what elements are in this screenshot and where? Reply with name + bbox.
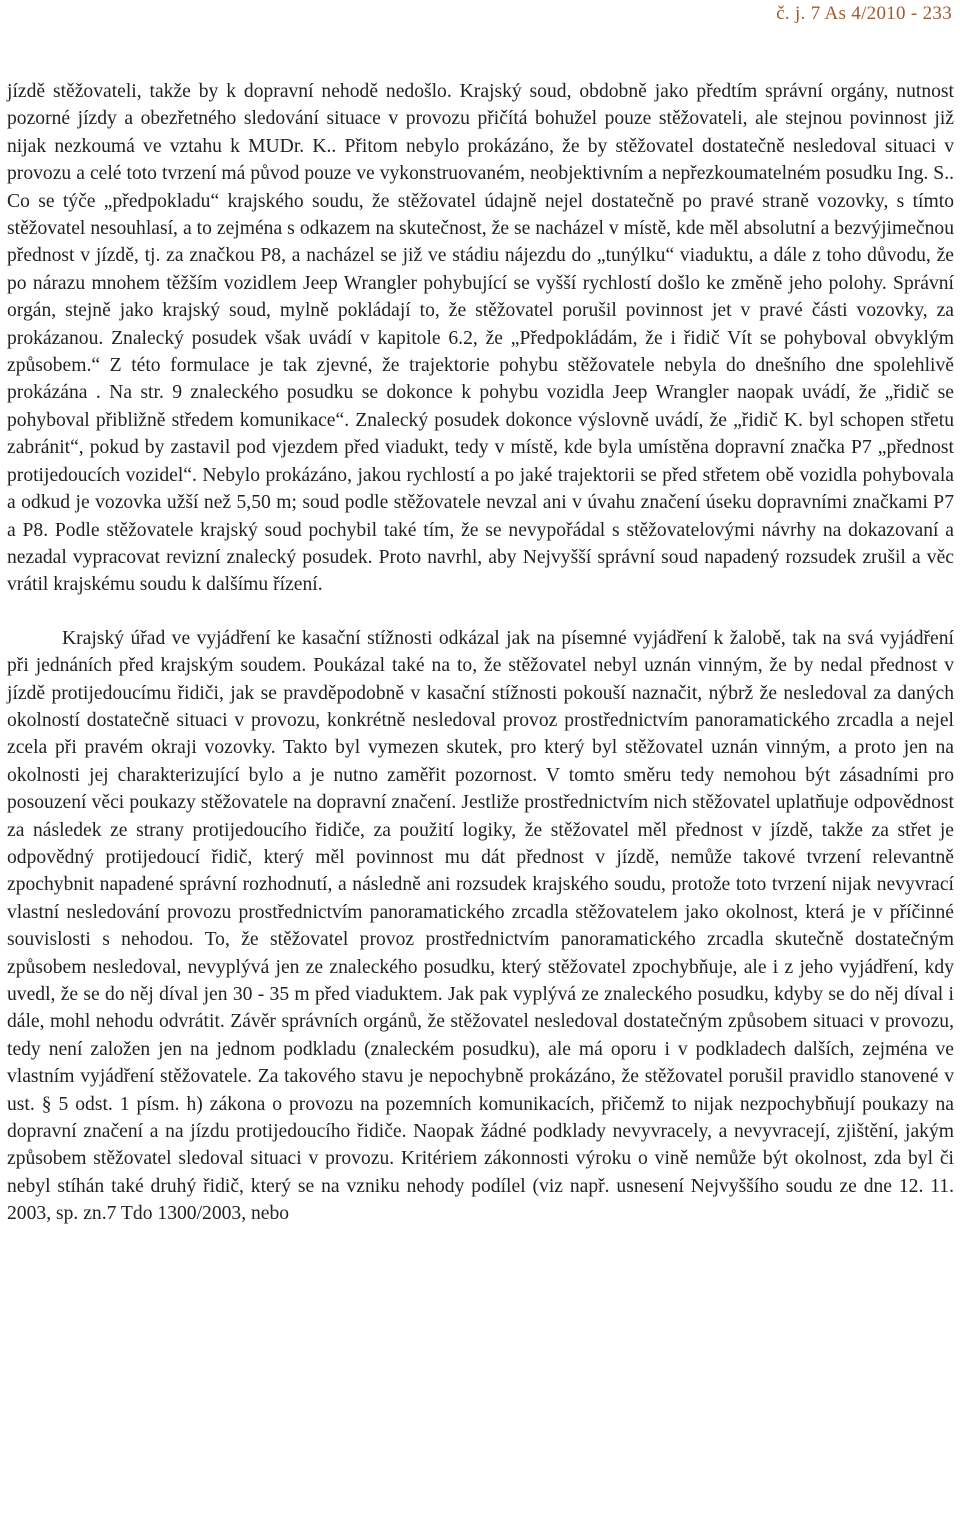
- paragraph: jízdě stěžovateli, takže by k dopravní nehodě nedošlo. Krajský soud, obdobně jako předtím správní orgány, nutnost pozorné jízdy a obezřetného sledování situace v provozu přičítá bohužel pouze stěžovateli, ale stejnou povinnost již nijak nezkoumá ve vztahu k MUDr. K.. Přitom nebylo prokázáno, že by stěžovatel dostatečně nesledoval situaci v provozu a celé toto tvrzení má původ pouze ve vykonstruovaném, neobjektivním a nepřezkoumatelném posudku Ing. S.. Co se týče „předpokladu“ krajského soudu, že stěžovatel údajně nejel dostatečně po pravé straně vozovky, s tímto stěžovatel nesouhlasí, a to zejména s odkazem na skutečnost, že se nacházel v místě, kde měl absolutní a bezvýjimečnou přednost v jízdě, tj. za značkou P8, a nacházel se již ve stádiu nájezdu do „tunýlku“ viaduktu, a dále z toho důvodu, že po nárazu mnohem těžším vozidlem Jeep Wrangler pohybující se vyšší rychlostí došlo ke změně jeho polohy. Správní orgán, stejně jako krajský soud, mylně pokládají to, že stěžovatel porušil povinnost jet v pravé části vozovky, za prokázanou. Znalecký posudek však uvádí v kapitole 6.2, že „Předpokládám, že i řidič Vít se pohyboval obvyklým způsobem.“ Z této formulace je tak zjevné, že trajektorie pohybu stěžovatele nebyla do dnešního dne spolehlivě prokázána . Na str. 9 znaleckého posudku se dokonce k pohybu vozidla Jeep Wrangler naopak uvádí, že „řidič se pohyboval přibližně středem komunikace“. Znalecký posudek dokonce výslovně uvádí, že „řidič K. byl schopen střetu zabránit“, pokud by zastavil pod vjezdem před viadukt, tedy v místě, kde byla umístěna dopravní značka P7 „přednost protijedoucích vozidel“. Nebylo prokázáno, jakou rychlostí a po jaké trajektorii se před střetem obě vozidla pohybovala a odkud je vozovka užší než 5,50 m; soud podle stěžovatele nevzal ani v úvahu značení úseku dopravními značkami P7 a P8. Podle stěžovatele krajský soud pochybil také tím, že se nevypořádal s stěžovatelovými návrhy na dokazovaní a nezadal vypracovat revizní znalecký posudek. Proto navrhl, aby Nejvyšší správní soud napadený rozsudek zrušil a věc vrátil krajskému soudu k dalšímu řízení.: [7, 81, 954, 596]
- case-number-header: č. j. 7 As 4/2010 - 233: [776, 3, 952, 24]
- document-body: [7, 78, 954, 1228]
- paragraph: Krajský úřad ve vyjádření ke kasační stížnosti odkázal jak na písemné vyjádření k žalobě, tak na svá vyjádření při jednáních před krajským soudem. Poukázal také na to, že stěžovatel nebyl uznán vinným, že by nedal přednost v jízdě protijedoucímu řidiči, jak se pravděpodobně v kasační stížnosti pokouší naznačit, nýbrž že nesledoval za daných okolností dostatečně situaci v provozu, konkrétně nesledoval provoz prostřednictvím panoramatického zrcadla a nejel zcela při pravém okraji vozovky. Takto byl vymezen skutek, pro který byl stěžovatel uznán vinným, a proto jen na okolnosti jej charakterizující bylo a je nutno zaměřit pozornost. V tomto směru tedy nemohou být zásadními pro posouzení věci poukazy stěžovatele na dopravní značení. Jestliže prostřednictvím nich stěžovatel uplatňuje odpovědnost za následek ze strany protijedoucího řidiče, za použití logiky, že stěžovatel měl přednost v jízdě, takže za střet je odpovědný protijedoucí řidič, který měl povinnost mu dát přednost v jízdě, nemůže takové tvrzení relevantně zpochybnit napadené správní rozhodnutí, a následně ani rozsudek krajského soudu, protože toto tvrzení nijak nevyvrací vlastní nesledování provozu prostřednictvím panoramatického zrcadla stěžovatelem jako okolnost, která je v příčinné souvislosti s nehodou. To, že stěžovatel provoz prostřednictvím panoramatického zrcadla skutečně dostatečným způsobem nesledoval, nevyplývá jen ze znaleckého posudku, který stěžovatel zpochybňuje, ale i z jeho vyjádření, kdy uvedl, že se do něj díval jen 30 - 35 m před viaduktem. Jak pak vyplývá ze znaleckého posudku, kdyby se do něj díval i dále, mohl nehodu odvrátit. Závěr správních orgánů, že stěžovatel nesledoval dostatečným způsobem situaci v provozu, tedy není založen jen na jednom podkladu (znaleckém posudku), ale má oporu i v podkladech dalších, zejména ve vlastním vyjádření stěžovatele. Za takového stavu je nepochybně prokázáno, že stěžovatel porušil pravidlo stanovené v ust. § 5 odst. 1 písm. h) zákona o provozu na pozemních komunikacích, přičemž to nijak nezpochybňují poukazy na dopravní značení a na jízdu protijedoucího řidiče. Naopak žádné podklady nevyvracely, a nevyvracejí, zjištění, jakým způsobem stěžovatel sledoval situaci v provozu. Kritériem zákonnosti výroku o vině nemůže být okolnost, zda byl či nebyl stíhán také druhý řidič, který se na vzniku nehody podílel (viz např. usnesení Nejvyššího soudu ze dne 12. 11. 2003, sp. zn.7 Tdo 1300/2003, nebo: [7, 627, 954, 1225]
